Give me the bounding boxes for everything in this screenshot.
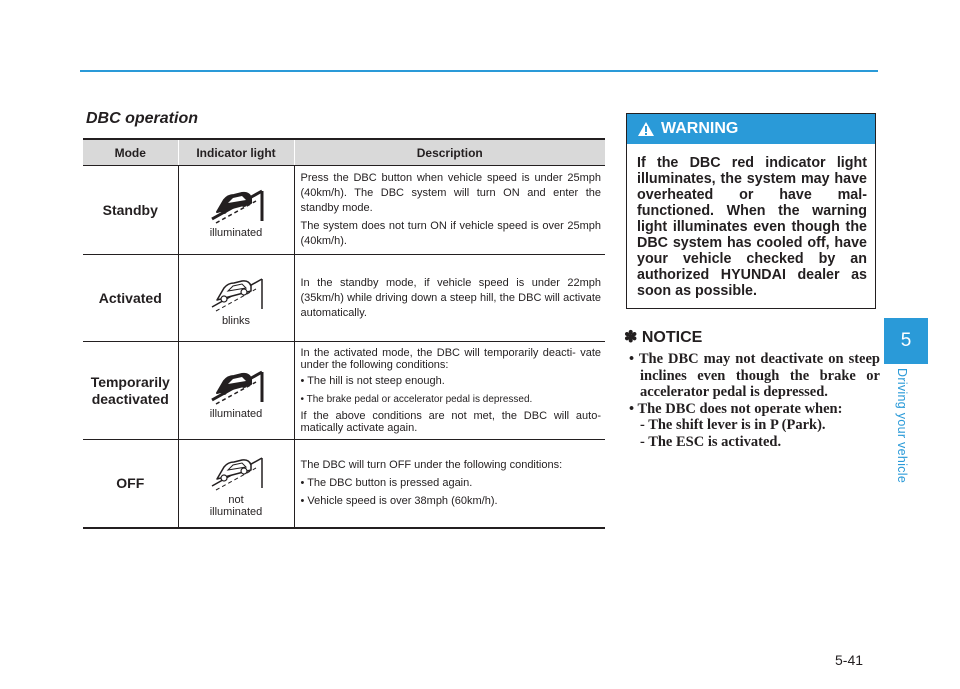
mode-cell: Standby [83, 166, 178, 255]
indicator-cell [178, 166, 294, 255]
indicator-state-label: not illuminated [209, 494, 263, 519]
description-text: • The hill is not steep enough. [300, 375, 445, 387]
indicator-cell [178, 255, 294, 342]
chapter-tab: 5 [884, 318, 928, 364]
description-text: If the above conditions are not met, the DBC will auto- matically activate again. [300, 410, 601, 434]
notice-title: ✽ NOTICE [624, 329, 703, 346]
table-row-temporarily-deactivated [83, 342, 605, 440]
mode-cell: Temporarily deactivated [83, 342, 178, 440]
table-header-row [83, 139, 605, 166]
description-text: The system does not turn ON if vehicle speed is over 25mph (40km/h). [300, 220, 601, 247]
notice-item [624, 401, 880, 451]
indicator-cell [178, 342, 294, 440]
description-text: Press the DBC button when vehicle speed is under 25mph (40km/h). The DBC system will turn ON and enter the standby mode. [300, 172, 601, 214]
dbc-mode-table [83, 138, 605, 529]
dbc-indicator-icon [204, 269, 268, 315]
description-text: • Vehicle speed is over 38mph (60km/h). [300, 494, 498, 507]
indicator-state-label: blinks [221, 315, 251, 327]
mode-cell: Activated [83, 255, 178, 342]
warning-box [626, 113, 876, 309]
warning-triangle-icon [637, 121, 655, 137]
description-cell [294, 342, 605, 440]
indicator-cell [178, 440, 294, 528]
notice-sub-item: - The ESC is activated. [640, 433, 782, 450]
warning-title: WARNING [661, 120, 739, 137]
dbc-indicator-icon [204, 448, 268, 494]
header-description: Description [294, 139, 605, 166]
chapter-label: Driving your vehicle [895, 368, 909, 484]
top-rule [80, 70, 878, 72]
dbc-indicator-icon [204, 362, 268, 408]
table-row-off [83, 440, 605, 528]
table-row-activated [83, 255, 605, 342]
notice-item-text: • The DBC does not operate when: [629, 400, 843, 417]
description-text: In the activated mode, the DBC will temporarily deacti- vate under the following conditions: [300, 347, 601, 371]
dbc-indicator-icon [204, 181, 268, 227]
header-mode: Mode [83, 139, 178, 166]
indicator-state-label: illuminated [209, 227, 263, 239]
notice-sub-item: - The shift lever is in P (Park). [640, 417, 826, 433]
warning-header [627, 114, 875, 144]
description-text: The DBC will turn OFF under the following conditions: [300, 458, 563, 471]
indicator-state-label: illuminated [209, 407, 263, 420]
mode-cell: OFF [83, 440, 178, 528]
page-title: DBC operation [86, 110, 198, 127]
description-cell [294, 440, 605, 528]
header-indicator-light: Indicator light [178, 139, 294, 166]
description-text: • The DBC button is pressed again. [300, 476, 473, 489]
page-number: 5-41 [835, 652, 864, 668]
notice-item: • The DBC may not deactivate on steep inclines even though the brake or accelerator pedal is depressed. [629, 351, 880, 400]
notice-list [624, 351, 880, 450]
description-text: In the standby mode, if vehicle speed is under 22mph (35km/h) while driving down a steep hill, the DBC will activate automatically. [300, 276, 601, 319]
description-cell [294, 255, 605, 342]
warning-text: If the DBC red indicator light illuminates, the system may have overheated or have mal- functioned. When the warning light illuminates even though the DBC system has cooled off, have your vehicle checked by an authorized HYUNDAI dealer as soon as possible. [637, 155, 867, 299]
description-text: • The brake pedal or accelerator pedal is depressed. [300, 394, 533, 405]
table-row-standby [83, 166, 605, 255]
description-cell [294, 166, 605, 255]
